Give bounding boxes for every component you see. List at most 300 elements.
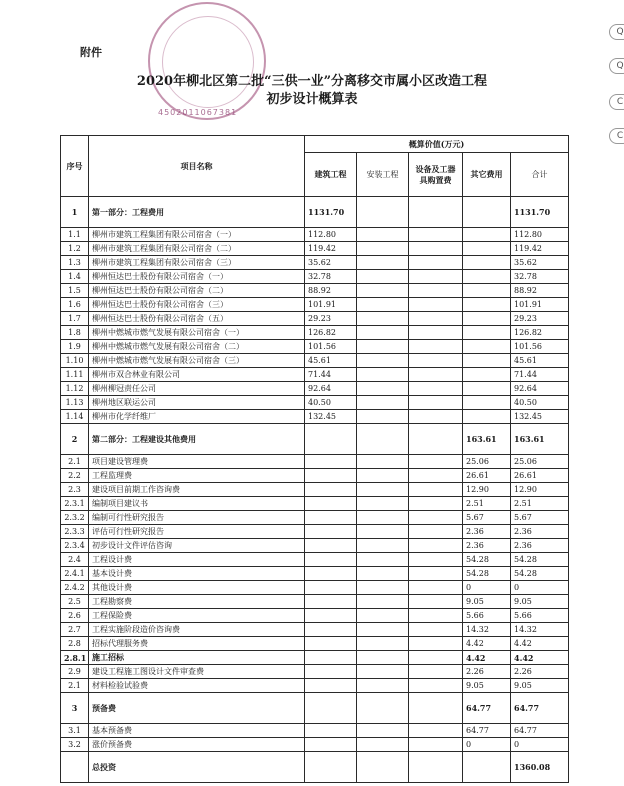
total-cost: 4.42 xyxy=(511,651,569,665)
install-cost xyxy=(357,525,409,539)
table-row xyxy=(61,511,569,525)
total-cost: 14.32 xyxy=(511,623,569,637)
row-name: 涨价预备费 xyxy=(89,738,305,752)
equipment-cost xyxy=(409,539,463,553)
col-header-equipment: 设备及工器具购置费 xyxy=(409,153,463,197)
table-row xyxy=(61,623,569,637)
install-cost xyxy=(357,368,409,382)
other-cost: 2.26 xyxy=(463,665,511,679)
install-cost xyxy=(357,270,409,284)
row-number: 2.5 xyxy=(61,595,89,609)
table-row xyxy=(61,525,569,539)
total-cost: 25.06 xyxy=(511,455,569,469)
construction-cost xyxy=(305,483,357,497)
row-name: 招标代理服务费 xyxy=(89,637,305,651)
other-cost: 4.42 xyxy=(463,651,511,665)
total-cost: 5.67 xyxy=(511,511,569,525)
row-name: 柳州恒达巴士股份有限公司宿舍（二） xyxy=(89,284,305,298)
equipment-cost xyxy=(409,469,463,483)
table-row xyxy=(61,609,569,623)
total-cost: 132.45 xyxy=(511,410,569,424)
row-name: 建设项目前期工作咨询费 xyxy=(89,483,305,497)
total-cost: 2.36 xyxy=(511,539,569,553)
row-number: 1.1 xyxy=(61,228,89,242)
other-cost xyxy=(463,284,511,298)
row-name: 项目建设管理费 xyxy=(89,455,305,469)
col-header-construction: 建筑工程 xyxy=(305,153,357,197)
row-number: 2.4 xyxy=(61,553,89,567)
construction-cost xyxy=(305,637,357,651)
row-name: 柳州市建筑工程集团有限公司宿舍（三） xyxy=(89,256,305,270)
col-header-group: 概算价值(万元) xyxy=(305,136,569,153)
other-cost xyxy=(463,197,511,228)
total-cost: 2.51 xyxy=(511,497,569,511)
other-cost: 64.77 xyxy=(463,724,511,738)
row-number: 2.3.3 xyxy=(61,525,89,539)
table-row xyxy=(61,298,569,312)
other-cost xyxy=(463,368,511,382)
total-cost: 64.77 xyxy=(511,724,569,738)
install-cost xyxy=(357,326,409,340)
other-cost: 54.28 xyxy=(463,553,511,567)
other-cost xyxy=(463,382,511,396)
construction-cost xyxy=(305,693,357,724)
total-cost: 71.44 xyxy=(511,368,569,382)
row-name: 基本预备费 xyxy=(89,724,305,738)
construction-cost: 132.45 xyxy=(305,410,357,424)
row-name: 建设工程施工图设计文件审查费 xyxy=(89,665,305,679)
construction-cost xyxy=(305,581,357,595)
construction-cost xyxy=(305,497,357,511)
total-cost: 45.61 xyxy=(511,354,569,368)
equipment-cost xyxy=(409,326,463,340)
total-cost: 26.61 xyxy=(511,469,569,483)
row-name: 柳州柳冠责任公司 xyxy=(89,382,305,396)
total-cost: 64.77 xyxy=(511,693,569,724)
col-header-total: 合计 xyxy=(511,153,569,197)
install-cost xyxy=(357,340,409,354)
table-row xyxy=(61,382,569,396)
row-name: 工程监理费 xyxy=(89,469,305,483)
construction-cost xyxy=(305,724,357,738)
equipment-cost xyxy=(409,693,463,724)
table-row xyxy=(61,752,569,783)
construction-cost xyxy=(305,525,357,539)
other-cost xyxy=(463,298,511,312)
construction-cost xyxy=(305,567,357,581)
total-cost: 9.05 xyxy=(511,679,569,693)
construction-cost: 32.78 xyxy=(305,270,357,284)
side-tab[interactable]: Q xyxy=(609,24,624,40)
table-row xyxy=(61,410,569,424)
install-cost xyxy=(357,511,409,525)
equipment-cost xyxy=(409,256,463,270)
construction-cost xyxy=(305,511,357,525)
install-cost xyxy=(357,312,409,326)
row-number: 2.3.4 xyxy=(61,539,89,553)
row-number: 2.6 xyxy=(61,609,89,623)
equipment-cost xyxy=(409,242,463,256)
install-cost xyxy=(357,424,409,455)
equipment-cost xyxy=(409,483,463,497)
row-number: 1.14 xyxy=(61,410,89,424)
other-cost xyxy=(463,396,511,410)
row-number: 2 xyxy=(61,424,89,455)
table-row xyxy=(61,581,569,595)
construction-cost xyxy=(305,609,357,623)
other-cost: 25.06 xyxy=(463,455,511,469)
row-number: 2.7 xyxy=(61,623,89,637)
row-name: 柳州中燃城市燃气发展有限公司宿舍（二） xyxy=(89,340,305,354)
row-number: 2.9 xyxy=(61,665,89,679)
install-cost xyxy=(357,483,409,497)
install-cost xyxy=(357,637,409,651)
equipment-cost xyxy=(409,511,463,525)
install-cost xyxy=(357,679,409,693)
total-cost: 32.78 xyxy=(511,270,569,284)
row-name: 工程设计费 xyxy=(89,553,305,567)
total-cost: 40.50 xyxy=(511,396,569,410)
total-cost: 88.92 xyxy=(511,284,569,298)
equipment-cost xyxy=(409,567,463,581)
row-number: 1.13 xyxy=(61,396,89,410)
equipment-cost xyxy=(409,581,463,595)
table-row xyxy=(61,665,569,679)
other-cost: 5.67 xyxy=(463,511,511,525)
construction-cost: 101.56 xyxy=(305,340,357,354)
row-name: 编制项目建议书 xyxy=(89,497,305,511)
table-row xyxy=(61,396,569,410)
install-cost xyxy=(357,497,409,511)
row-number: 1.2 xyxy=(61,242,89,256)
other-cost xyxy=(463,354,511,368)
col-header-name: 项目名称 xyxy=(89,136,305,197)
equipment-cost xyxy=(409,368,463,382)
table-row xyxy=(61,637,569,651)
row-number: 2.4.2 xyxy=(61,581,89,595)
install-cost xyxy=(357,469,409,483)
construction-cost xyxy=(305,539,357,553)
row-name: 第二部分：工程建设其他费用 xyxy=(89,424,305,455)
table-row xyxy=(61,483,569,497)
row-name: 其他设计费 xyxy=(89,581,305,595)
total-cost: 2.26 xyxy=(511,665,569,679)
equipment-cost xyxy=(409,298,463,312)
total-cost: 29.23 xyxy=(511,312,569,326)
attachment-label: 附件 xyxy=(80,46,102,59)
row-name: 评估可行性研究报告 xyxy=(89,525,305,539)
install-cost xyxy=(357,284,409,298)
row-number: 2.8 xyxy=(61,637,89,651)
install-cost xyxy=(357,197,409,228)
table-row xyxy=(61,368,569,382)
equipment-cost xyxy=(409,525,463,539)
row-number: 1.3 xyxy=(61,256,89,270)
row-number: 2.3.2 xyxy=(61,511,89,525)
other-cost: 4.42 xyxy=(463,637,511,651)
construction-cost xyxy=(305,752,357,783)
table-row xyxy=(61,539,569,553)
total-cost: 1360.08 xyxy=(511,752,569,783)
row-number: 2.8.1 xyxy=(61,651,89,665)
equipment-cost xyxy=(409,497,463,511)
row-name: 柳州市双合林业有限公司 xyxy=(89,368,305,382)
construction-cost: 88.92 xyxy=(305,284,357,298)
total-cost: 112.80 xyxy=(511,228,569,242)
install-cost xyxy=(357,539,409,553)
other-cost xyxy=(463,752,511,783)
other-cost xyxy=(463,326,511,340)
row-name: 柳州恒达巴士股份有限公司宿舍（五） xyxy=(89,312,305,326)
row-name: 工程实施阶段造价咨询费 xyxy=(89,623,305,637)
install-cost xyxy=(357,651,409,665)
row-number xyxy=(61,752,89,783)
table-row xyxy=(61,738,569,752)
other-cost: 2.51 xyxy=(463,497,511,511)
equipment-cost xyxy=(409,609,463,623)
equipment-cost xyxy=(409,455,463,469)
row-name: 材料检验试验费 xyxy=(89,679,305,693)
table-row xyxy=(61,242,569,256)
table-row xyxy=(61,312,569,326)
construction-cost xyxy=(305,553,357,567)
row-number: 2.3.1 xyxy=(61,497,89,511)
equipment-cost xyxy=(409,665,463,679)
side-tab[interactable]: Q xyxy=(609,58,624,74)
table-row xyxy=(61,567,569,581)
row-number: 2.1 xyxy=(61,679,89,693)
total-cost: 5.66 xyxy=(511,609,569,623)
total-cost: 54.28 xyxy=(511,553,569,567)
total-cost: 9.05 xyxy=(511,595,569,609)
other-cost: 2.36 xyxy=(463,539,511,553)
install-cost xyxy=(357,567,409,581)
construction-cost: 119.42 xyxy=(305,242,357,256)
other-cost: 0 xyxy=(463,738,511,752)
total-cost: 54.28 xyxy=(511,567,569,581)
seal-number: 4502011067381 xyxy=(158,108,238,117)
other-cost: 54.28 xyxy=(463,567,511,581)
table-row xyxy=(61,228,569,242)
equipment-cost xyxy=(409,270,463,284)
construction-cost xyxy=(305,595,357,609)
equipment-cost xyxy=(409,340,463,354)
install-cost xyxy=(357,298,409,312)
row-name: 第一部分：工程费用 xyxy=(89,197,305,228)
row-name: 编制可行性研究报告 xyxy=(89,511,305,525)
row-number: 1.8 xyxy=(61,326,89,340)
total-cost: 101.56 xyxy=(511,340,569,354)
other-cost: 64.77 xyxy=(463,693,511,724)
side-tab[interactable]: C xyxy=(609,128,624,144)
row-name: 基本设计费 xyxy=(89,567,305,581)
other-cost: 2.36 xyxy=(463,525,511,539)
total-cost: 35.62 xyxy=(511,256,569,270)
row-number: 1.4 xyxy=(61,270,89,284)
construction-cost xyxy=(305,651,357,665)
row-number: 2.4.1 xyxy=(61,567,89,581)
row-number: 3.2 xyxy=(61,738,89,752)
construction-cost: 45.61 xyxy=(305,354,357,368)
row-number: 3.1 xyxy=(61,724,89,738)
construction-cost xyxy=(305,665,357,679)
row-number: 1.11 xyxy=(61,368,89,382)
other-cost: 9.05 xyxy=(463,679,511,693)
equipment-cost xyxy=(409,679,463,693)
table-row xyxy=(61,679,569,693)
equipment-cost xyxy=(409,284,463,298)
row-name: 施工招标 xyxy=(89,651,305,665)
construction-cost: 29.23 xyxy=(305,312,357,326)
row-name: 预备费 xyxy=(89,693,305,724)
install-cost xyxy=(357,581,409,595)
row-number: 1.12 xyxy=(61,382,89,396)
other-cost: 163.61 xyxy=(463,424,511,455)
table-row xyxy=(61,270,569,284)
table-row xyxy=(61,354,569,368)
other-cost xyxy=(463,270,511,284)
row-name: 柳州中燃城市燃气发展有限公司宿舍（一） xyxy=(89,326,305,340)
budget-table xyxy=(60,135,569,783)
total-cost: 101.91 xyxy=(511,298,569,312)
install-cost xyxy=(357,738,409,752)
construction-cost: 126.82 xyxy=(305,326,357,340)
total-cost: 119.42 xyxy=(511,242,569,256)
construction-cost: 35.62 xyxy=(305,256,357,270)
install-cost xyxy=(357,256,409,270)
total-cost: 4.42 xyxy=(511,637,569,651)
install-cost xyxy=(357,609,409,623)
total-cost: 0 xyxy=(511,738,569,752)
equipment-cost xyxy=(409,752,463,783)
table-row xyxy=(61,497,569,511)
side-tab[interactable]: C xyxy=(609,94,624,110)
row-number: 1.6 xyxy=(61,298,89,312)
construction-cost xyxy=(305,469,357,483)
equipment-cost xyxy=(409,396,463,410)
equipment-cost xyxy=(409,553,463,567)
document-title: 2020年柳北区第二批“三供一业”分离移交市属小区改造工程 xyxy=(136,74,488,89)
row-name: 柳州恒达巴士股份有限公司宿舍（三） xyxy=(89,298,305,312)
construction-cost: 92.64 xyxy=(305,382,357,396)
equipment-cost xyxy=(409,637,463,651)
other-cost xyxy=(463,312,511,326)
install-cost xyxy=(357,396,409,410)
install-cost xyxy=(357,752,409,783)
total-cost: 2.36 xyxy=(511,525,569,539)
install-cost xyxy=(357,595,409,609)
row-number: 2.3 xyxy=(61,483,89,497)
row-number: 1.5 xyxy=(61,284,89,298)
col-header-other: 其它费用 xyxy=(463,153,511,197)
construction-cost: 1131.70 xyxy=(305,197,357,228)
row-name: 柳州市建筑工程集团有限公司宿舍（一） xyxy=(89,228,305,242)
document-subtitle: 初步设计概算表 xyxy=(266,92,358,107)
other-cost: 26.61 xyxy=(463,469,511,483)
equipment-cost xyxy=(409,738,463,752)
row-name: 柳州市建筑工程集团有限公司宿舍（二） xyxy=(89,242,305,256)
other-cost xyxy=(463,242,511,256)
row-name: 柳州地区联运公司 xyxy=(89,396,305,410)
total-cost: 92.64 xyxy=(511,382,569,396)
install-cost xyxy=(357,410,409,424)
construction-cost xyxy=(305,738,357,752)
col-header-no: 序号 xyxy=(61,136,89,197)
install-cost xyxy=(357,382,409,396)
row-number: 1.7 xyxy=(61,312,89,326)
equipment-cost xyxy=(409,724,463,738)
row-number: 2.1 xyxy=(61,455,89,469)
row-number: 2.2 xyxy=(61,469,89,483)
equipment-cost xyxy=(409,228,463,242)
construction-cost: 101.91 xyxy=(305,298,357,312)
install-cost xyxy=(357,354,409,368)
row-number: 1 xyxy=(61,197,89,228)
install-cost xyxy=(357,665,409,679)
table-row xyxy=(61,469,569,483)
equipment-cost xyxy=(409,312,463,326)
equipment-cost xyxy=(409,382,463,396)
equipment-cost xyxy=(409,595,463,609)
construction-cost: 71.44 xyxy=(305,368,357,382)
table-row xyxy=(61,326,569,340)
other-cost xyxy=(463,228,511,242)
other-cost xyxy=(463,256,511,270)
table-row xyxy=(61,340,569,354)
install-cost xyxy=(357,693,409,724)
equipment-cost xyxy=(409,354,463,368)
table-row xyxy=(61,256,569,270)
row-number: 3 xyxy=(61,693,89,724)
equipment-cost xyxy=(409,623,463,637)
install-cost xyxy=(357,242,409,256)
table-row xyxy=(61,455,569,469)
equipment-cost xyxy=(409,424,463,455)
table-row xyxy=(61,553,569,567)
row-name: 工程勘察费 xyxy=(89,595,305,609)
construction-cost xyxy=(305,455,357,469)
install-cost xyxy=(357,724,409,738)
row-name: 柳州中燃城市燃气发展有限公司宿舍（三） xyxy=(89,354,305,368)
install-cost xyxy=(357,623,409,637)
row-number: 1.9 xyxy=(61,340,89,354)
total-cost: 163.61 xyxy=(511,424,569,455)
table-row xyxy=(61,595,569,609)
row-name: 柳州市化学纤维厂 xyxy=(89,410,305,424)
table-row xyxy=(61,693,569,724)
other-cost xyxy=(463,340,511,354)
construction-cost xyxy=(305,623,357,637)
row-name: 总投资 xyxy=(89,752,305,783)
table-row xyxy=(61,197,569,228)
install-cost xyxy=(357,553,409,567)
row-number: 1.10 xyxy=(61,354,89,368)
install-cost xyxy=(357,228,409,242)
total-cost: 12.90 xyxy=(511,483,569,497)
row-name: 柳州恒达巴士股份有限公司宿舍（一） xyxy=(89,270,305,284)
table-row xyxy=(61,284,569,298)
install-cost xyxy=(357,455,409,469)
table-row xyxy=(61,424,569,455)
other-cost xyxy=(463,410,511,424)
equipment-cost xyxy=(409,410,463,424)
other-cost: 12.90 xyxy=(463,483,511,497)
construction-cost: 40.50 xyxy=(305,396,357,410)
total-cost: 126.82 xyxy=(511,326,569,340)
other-cost: 5.66 xyxy=(463,609,511,623)
table-row xyxy=(61,651,569,665)
construction-cost: 112.80 xyxy=(305,228,357,242)
